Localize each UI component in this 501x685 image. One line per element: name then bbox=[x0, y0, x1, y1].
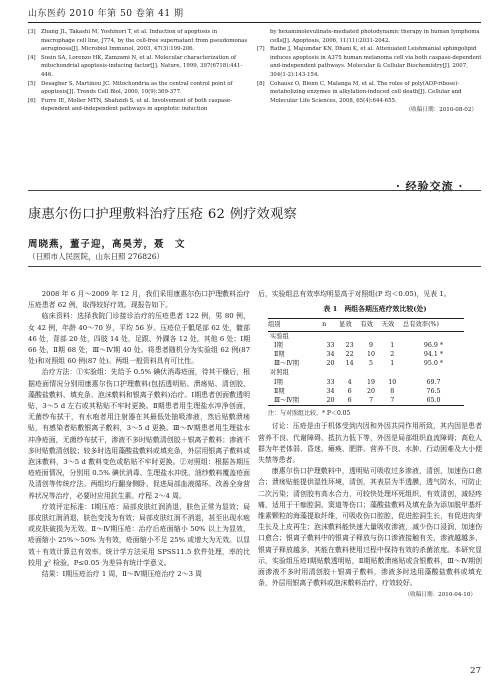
body-paragraph: 临床资料：选择我院门诊接诊治疗的压疮患者 122 例，男 80 例，女 42 例，年龄 40～70 岁，平均 56 岁。压疮位于骶尾部 62 处，髋部 46 处，背部 20 处，四肢 14 处，足跟、外踝各 12 处，其他 6 处；Ⅰ期 66 处，Ⅱ期 68 处，Ⅲ～Ⅳ期 40 处。将患者随机分为实验组 62 例(87 处)和对照组 60 例(87 处)。两组一般资料具有可比性。 bbox=[28, 312, 253, 366]
body-paragraph: 康惠尔伤口护理敷料中，透明贴可吸收过多渗液，清创，加速伤口愈合；溃疡贴能提供湿性环境，清创，其表层为半透膜，透气防水，可防止二次污染；清创胶有高水合力，可较快处理坏死组织，有效清创，减轻疼痛，适用于干痂腔洞、窦道等伤口；藻酸盐敷料及填充条为添加脱甲基纤维素颗粒的海藻提取纤维，可吸收伤口腔腔，促进腔洞生长，有促进肉芽生长及上皮再生；泡沫敷料能快速大量吸收渗液，减少伤口浸润，加速伤口愈合；银离子敷料中的银离子释放与伤口渗液接触有关，渗液越越多，银离子释放越多，其能在敷料使用过程中保持有效的杀菌浓度。本研究显示，实验组压疮Ⅰ期贴敷透明贴，Ⅱ期贴敷溃疡贴或含银敷料，Ⅲ～Ⅳ期创面渗液不多时用清创胶＋银离子敷料，渗液多时选用藻酸盐敷料或填充条，外层用银离子敷料或泡沫敷料治疗，疗效较好。 bbox=[258, 467, 482, 588]
table-row: Ⅰ期 33 23 9 1 96.9 * bbox=[274, 341, 444, 349]
title-rule bbox=[28, 266, 481, 267]
body-paragraph: 治疗方法：①实验组：先给予 0.5% 碘伏消毒疮面，待其干燥后，根据疮面情况分别用康惠尔伤口护理敷料(包括透明贴、溃疡贴、清创胶、藻酸盐敷料、填充条、泡沫敷料和银离子敷料)治疗。Ⅰ期患者创面敷透明贴，3～5 d 左右或其粘贴不牢时更换。Ⅱ期患者用生理盐水冲净创面，无菌纱布拭干，有水疱者用注射器在其最低处抽吸渗液，然后贴敷溃疡贴，有感染者贴敷银离子敷料，3～5 d 更换。Ⅲ～Ⅳ期患者用生理盐水冲净疮面，无菌纱布拭干，渗液不多时贴敷清创胶＋银离子敷料；渗液不多时贴敷清创胶；较多时选用藻酸盐敷料或填充条，外层用银离子敷料或泡沫敷料，3～5 d 敷料变色或粘贴不牢时更换。②对照组：根据各期压疮疮面情况，分别用 0.5% 碘伏消毒、生理盐水冲洗、油纱敷料覆盖疮面及清创等传统疗法。两组均行翻身侧卧、促进局部血液循环、改善全身营养状况等治疗，必要时应用抗生素。疗程 2～4 周。 bbox=[28, 368, 250, 500]
running-header: 山东医药 2010 年第 50 卷第 41 期 bbox=[28, 9, 184, 19]
efficacy-table bbox=[258, 304, 482, 419]
reference-item: [3] Zhang JL, Takashi M, Yoshinori T, et al. Induction of apoptosis in macrophage cell line, J774, by the cell-free supernatant from pseudomonas aeruginosa[J]. Microbiol Immunol, 2003, 47(3):199-206. bbox=[28, 29, 249, 53]
section-rule bbox=[28, 190, 481, 191]
body-paragraph: 讨论：压疮是由于机体受到内因和外因共同作用所致，其内因是患者营养不良、代谢障碍、抵抗力低下等，外因是局部组织血流障碍；高危人群为年老体弱、昏迷、瘫痪、肥胖、营养不良、水肿、行动困难及大小便失禁等患者。 bbox=[258, 422, 482, 465]
table-row: Ⅲ～Ⅳ期 20 14 5 1 95.0 * bbox=[274, 360, 444, 368]
table-group-row: 实验组 bbox=[270, 332, 289, 340]
table-row: Ⅲ～Ⅳ期 20 6 7 7 65.0 bbox=[268, 396, 464, 406]
reference-item: [5] Desagher S, Martinou JC. Mitochondria as the central control point of apoptosis[J]. Trends Cell Biol, 2000, 10(9):369-377. bbox=[28, 80, 235, 96]
reference-item: by hexaminolevulinate-mediated photodynamic therapy in human lymphoma cells[J]. Apoptosis, 2006, 11(11):2031-2042. bbox=[270, 29, 482, 44]
table-header-cell: 组别 bbox=[268, 319, 322, 331]
article-title: 康惠尔伤口护理敷料治疗压疮 62 例疗效观察 bbox=[28, 207, 298, 222]
table-row: Ⅰ期 33 4 19 10 69.7 bbox=[274, 378, 441, 386]
table-note: 注：与对照组比较，* P＜0.05 bbox=[268, 410, 351, 418]
body-paragraph: 后，实验组总有效率均明显高于对照组(P 均＜0.05)，见表 1。 bbox=[258, 290, 451, 298]
header-rule bbox=[28, 22, 481, 23]
table-row: Ⅱ期 34 6 20 8 76.5 bbox=[274, 387, 441, 395]
page-number: 27 bbox=[470, 666, 481, 676]
table-header-cell: n bbox=[322, 319, 339, 331]
table-row: Ⅱ期 34 22 10 2 94.1 * bbox=[274, 351, 444, 359]
reference-item: [8] Cohausz O, Blenn C, Malanga M, et al. The roles of poly(ADP-ribose)-metabolizing enzymes in alkylation-induced cell death[J]. Cellular and Molecular Life Sciences, 2008, 65(4):644-655. bbox=[257, 80, 464, 104]
section-tag: · 经验交流 · bbox=[396, 180, 464, 193]
table-header-cell: 无效 bbox=[382, 319, 403, 331]
body-column-right bbox=[258, 289, 482, 602]
article-affiliation: （日照市人民医院，山东日照 276826） bbox=[28, 252, 165, 261]
body-column-left bbox=[28, 289, 253, 580]
table-title: 表 1 两组各期压疮疗效比较(处) bbox=[323, 305, 427, 314]
reference-item: [6] Furre IE, Moller MTN, Shahzidi S, et al. Involvement of both caspase-dependent and-independent pathways in apoptotic induction bbox=[28, 97, 232, 113]
body-paragraph: 疗效评定标准：Ⅰ期压疮：局部皮肤红润消退，肤色正常为显效；局部皮肤红润消退，肤色变浅为有效；局部皮肤红润不消退，甚至出现水疱或皮肤破损为无效。Ⅱ～Ⅳ期压疮：治疗后疮面缩小 50% 以上为显效，疮面缩小 25%～50% 为有效，疮面缩小不足 25% 或增大为无效。以显效＋有效计算总有效率。统计学方法采用 SPSS11.5 软件处理，率的比较用 χ² 检验，P≤0.05 为差异有统计学意义。 bbox=[28, 502, 250, 567]
reference-item: [4] Susin SA, Lorenzo HK, Zamzami N, et al. Molecular characterization of mitochondrial apoptosis-inducing factor[J]. Nature, 1999, 397(6718):441-446. bbox=[28, 54, 243, 78]
article-authors: 周晓燕，董子迎，高昊芳，聂 文 bbox=[28, 239, 186, 250]
references-right bbox=[257, 28, 483, 115]
received-date: （收稿日期：2010-08-02） bbox=[405, 107, 477, 114]
table-header-cell: 显效 bbox=[339, 319, 360, 331]
table-group-row: 对照组 bbox=[270, 369, 289, 377]
table-header-row bbox=[268, 319, 464, 331]
reference-item: [7] Rathe J, Majumdar KN, Dhani K, et al. Attenuated Leishmanial sphingolipid induces apoptosis in A375 human melanoma cell via both caspase-dependent and-independent pathways. Molecular & Cellular Biochemistry[J]. 2007, 304(1-2):143-154. bbox=[257, 46, 484, 78]
references-left bbox=[28, 28, 248, 114]
body-paragraph: 结果：Ⅰ期压疮治疗 1 周，Ⅱ～Ⅳ期压疮治疗 2～3 周 bbox=[41, 570, 203, 579]
table-header-cell: 总有效率(%) bbox=[403, 319, 464, 331]
body-paragraph: 2008 年 6 月～2009 年 12 月，我们采用康惠尔伤口护理敷料治疗压疮患者 62 例，取得较好疗效。现报告如下。 bbox=[28, 290, 250, 310]
received-date: （收稿日期：2010-04-10） bbox=[404, 592, 476, 599]
table-header-cell: 有效 bbox=[360, 319, 381, 331]
results-table bbox=[268, 318, 464, 406]
